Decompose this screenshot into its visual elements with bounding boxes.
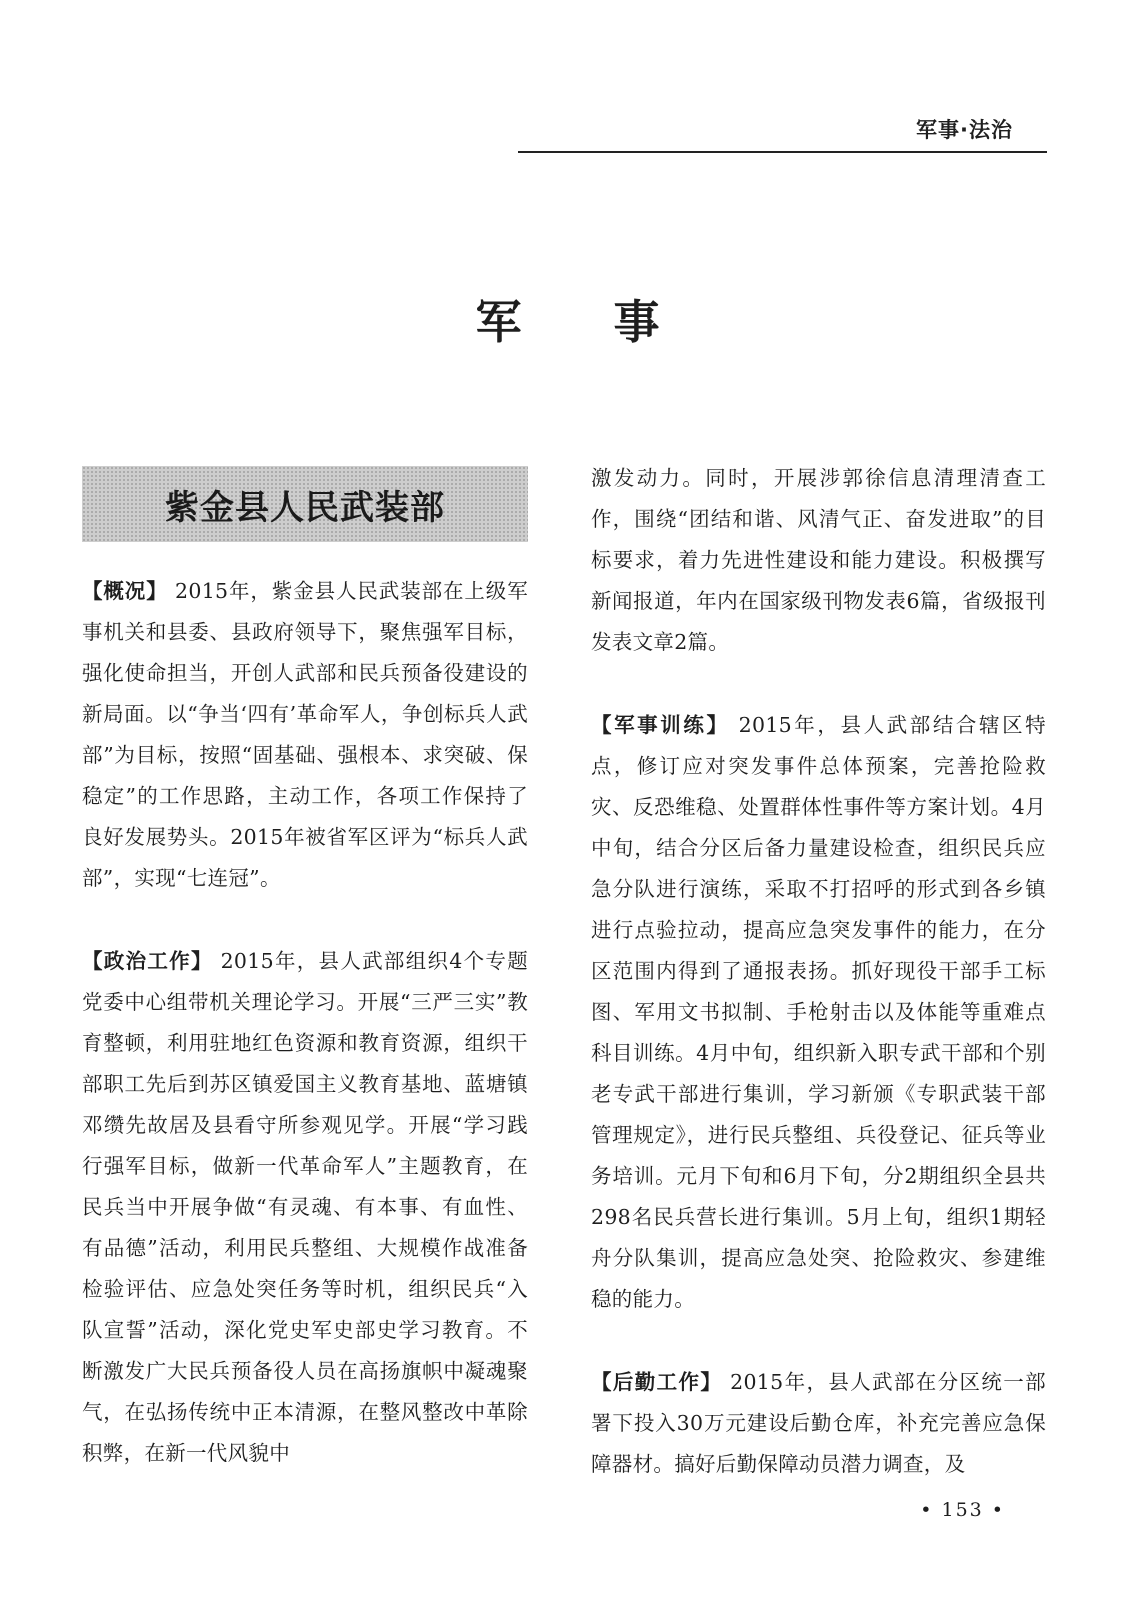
paragraph-tag: 【后勤工作】	[591, 1370, 723, 1394]
section-title: 紫金县人民武装部	[165, 487, 445, 528]
left-column	[82, 571, 528, 1474]
running-header: 军事·法治	[916, 118, 1013, 142]
page-number: • 153 •	[920, 1499, 1005, 1521]
paragraph-text: 2015年，紫金县人民武装部在上级军事机关和县委、县政府领导下，聚焦强军目标，强化使命担当，开创人武部和民兵预备役建设的新局面。以“争当‘四有’革命军人，争创标兵人武部”为目标，按照“固基础、强根本、求突破、保稳定”的工作思路，主动工作，各项工作保持了良好发展势头。2015年被省军区评为“标兵人武部”，实现“七连冠”。	[82, 579, 528, 890]
paragraph-military-training	[591, 705, 1046, 1320]
paragraph-text: 2015年，县人武部组织4个专题党委中心组带机关理论学习。开展“三严三实”教育整顿，利用驻地红色资源和教育资源，组织干部职工先后到苏区镇爱国主义教育基地、蓝塘镇邓缵先故居及县看守所参观见学。开展“学习践行强军目标，做新一代革命军人”主题教育，在民兵当中开展争做“有灵魂、有本事、有血性、有品德”活动，利用民兵整组、大规模作战准备检验评估、应急处突任务等时机，组织民兵“入队宣誓”活动，深化党史军史部史学习教育。不断激发广大民兵预备役人员在高扬旗帜中凝魂聚气，在弘扬传统中正本清源，在整风整改中革除积弊，在新一代风貌中	[82, 949, 528, 1465]
paragraph-continued	[591, 458, 1046, 663]
paragraph-text: 2015年，县人武部结合辖区特点，修订应对突发事件总体预案，完善抢险救灾、反恐维稳、处置群体性事件等方案计划。4月中旬，结合分区后备力量建设检查，组织民兵应急分队进行演练，采取不打招呼的形式到各乡镇进行点验拉动，提高应急突发事件的能力，在分区范围内得到了通报表扬。抓好现役干部手工标图、军用文书拟制、手枪射击以及体能等重难点科目训练。4月中旬，组织新入职专武干部和个别老专武干部进行集训，学习新颁《专职武装干部管理规定》，进行民兵整组、兵役登记、征兵等业务培训。元月下旬和6月下旬，分2期组织全县共298名民兵营长进行集训。5月上旬，组织1期轻舟分队集训，提高应急处突、抢险救灾、参建维稳的能力。	[591, 713, 1046, 1311]
paragraph-tag: 【政治工作】	[82, 949, 213, 973]
paragraph-logistics	[591, 1362, 1046, 1485]
paragraph-overview	[82, 571, 528, 899]
chapter-title: 军事	[475, 295, 752, 349]
paragraph-tag: 【概况】	[82, 579, 168, 603]
paragraph-text: 激发动力。同时，开展涉郭徐信息清理清查工作，围绕“团结和谐、风清气正、奋发进取”的目标要求，着力先进性建设和能力建设。积极撰写新闻报道，年内在国家级刊物发表6篇，省级报刊发表文章2篇。	[591, 466, 1046, 654]
header-rule	[518, 151, 1047, 153]
right-column	[591, 458, 1046, 1485]
paragraph-political-work	[82, 941, 528, 1474]
paragraph-text: 2015年，县人武部在分区统一部署下投入30万元建设后勤仓库，补充完善应急保障器材。搞好后勤保障动员潜力调查，及	[591, 1370, 1046, 1476]
section-title-box	[82, 466, 528, 542]
paragraph-tag: 【军事训练】	[591, 713, 730, 737]
